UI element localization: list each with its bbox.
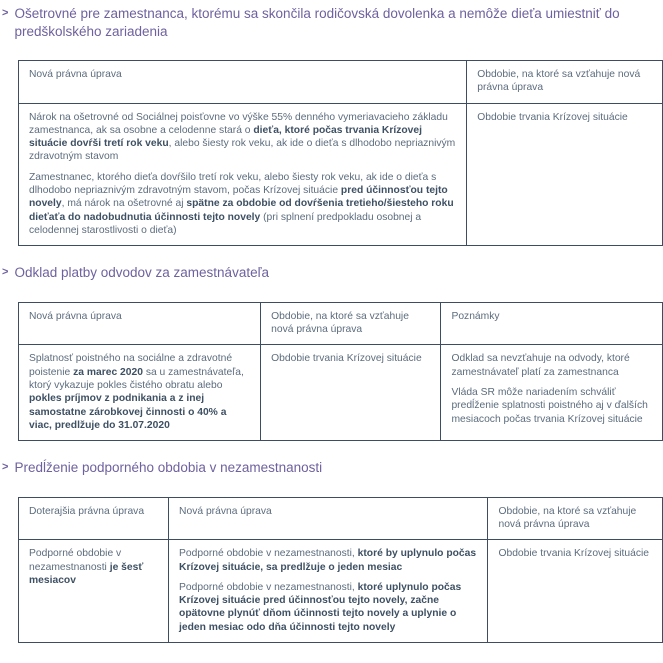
text-segment: Zamestnanec, ktorého dieťa dovŕšilo tretí rok veku, alebo šiesty rok veku, ak ide o dieťa s dlhodobo nepriaznivým zdravotným stavom, počas Krízovej situácie <box>29 171 437 197</box>
section-osetrovne <box>2 5 661 246</box>
table-body <box>19 345 663 441</box>
bold-text-segment: dieťa, ktoré počas trvania Krízovej situácie dovŕši tretí rok veku <box>29 124 422 150</box>
text-segment: (pri splnení predpokladu osobnej a celodennej starostlivosti o dieťa) <box>29 211 422 236</box>
column-header: Poznámky <box>441 302 663 345</box>
cell-paragraph <box>271 352 430 365</box>
table-body <box>19 540 663 643</box>
section-predlzenie-podporneho-obdobia <box>2 459 661 643</box>
section-title-text: Ošetrovné pre zamestnanca, ktorému sa skončila rodičovská dovolenka a nemôže dieťa umiestniť do predškolského zariadenia <box>14 6 620 39</box>
chevron-bullet-icon: > <box>2 461 9 474</box>
header-row <box>19 302 663 345</box>
cell-paragraph <box>29 547 158 587</box>
table-cell <box>169 540 488 643</box>
cell-paragraph <box>29 171 456 237</box>
legal-table-odklad-platby <box>18 302 663 441</box>
text-segment: Podporné obdobie v nezamestnanosti <box>29 548 122 573</box>
section-heading <box>2 264 661 282</box>
table-cell <box>19 103 467 246</box>
chevron-bullet-icon: > <box>2 266 9 279</box>
table-cell <box>488 540 663 643</box>
header-row <box>19 497 663 540</box>
column-header: Doterajšia právna úprava <box>19 497 169 540</box>
bold-text-segment: ktoré uplynulo počas Krízovej situácie pred účinnosťou tejto novely, začne opätovne plynúť dňom účinnosti tejto novely a uplynie o jeden mesiac odo dňa účinnosti tejto novely <box>179 581 462 633</box>
cell-paragraph <box>29 352 250 432</box>
header-row <box>19 61 663 104</box>
table-cell <box>261 345 441 441</box>
legal-table-osetrovne <box>18 60 663 246</box>
table-row <box>19 345 663 441</box>
text-segment: Splatnosť poistného na sociálne a zdravotné poistenie <box>29 353 233 378</box>
bold-text-segment: za marec 2020 <box>73 366 143 378</box>
cell-paragraph <box>451 352 652 379</box>
bold-text-segment: pred účinnosťou tejto novely <box>29 185 448 210</box>
legal-table-predlzenie-podporneho-obdobia <box>18 497 663 643</box>
text-segment: Nárok na ošetrovné od Sociálnej poisťovne vo výške 55% denného vymeriavacieho základu zamestnanca, ak sa osobne a celodenne stará o <box>29 111 448 136</box>
cell-paragraph <box>29 111 456 164</box>
table-cell <box>441 345 663 441</box>
text-segment: Podporné obdobie v nezamestnanosti, <box>179 548 358 560</box>
section-heading <box>2 459 661 477</box>
column-header: Obdobie, na ktoré sa vzťahuje nová právna úprava <box>261 302 441 345</box>
column-header: Nová právna úprava <box>19 302 261 345</box>
cell-paragraph <box>179 581 477 634</box>
column-header: Nová právna úprava <box>169 497 488 540</box>
table-head <box>19 61 663 104</box>
table-cell <box>467 103 663 246</box>
column-header: Nová právna úprava <box>19 61 467 104</box>
cell-paragraph <box>498 547 652 560</box>
column-header: Obdobie, na ktoré sa vzťahuje nová právna úprava <box>467 61 663 104</box>
table-body <box>19 103 663 246</box>
bold-text-segment: ktoré by uplynulo počas Krízovej situácie, sa predlžuje o jeden mesiac <box>179 548 477 573</box>
bold-text-segment: pokles príjmov z podnikania a z inej samostatne zárobkovej činnosti o 40% a viac, predlžuje do 31.07.2020 <box>29 393 227 431</box>
text-segment: sa u zamestnávateľa, ktorý vykazuje pokles čistého obratu alebo <box>29 366 244 391</box>
text-segment: Odklad sa nevzťahuje na odvody, ktoré zamestnávateľ platí za zamestnanca <box>451 353 630 378</box>
cell-paragraph <box>451 386 652 426</box>
text-segment: Obdobie trvania Krízovej situácie <box>477 111 628 123</box>
cell-paragraph <box>179 547 477 574</box>
bold-text-segment: spätne za obdobie od dovŕšenia tretieho/šiesteho roku dieťaťa do nadobudnutia účinnosti tejto novely <box>29 198 454 223</box>
text-segment: , má nárok na ošetrovné aj <box>61 198 187 210</box>
table-cell <box>19 345 261 441</box>
text-segment: Obdobie trvania Krízovej situácie <box>271 353 422 365</box>
bold-text-segment: je šesť mesiacov <box>29 561 144 586</box>
text-segment: Obdobie trvania Krízovej situácie <box>498 548 649 560</box>
section-heading <box>2 5 661 40</box>
text-segment: Podporné obdobie v nezamestnanosti, <box>179 581 358 593</box>
table-row <box>19 103 663 246</box>
column-header: Obdobie, na ktoré sa vzťahuje nová právna úprava <box>488 497 663 540</box>
table-head <box>19 302 663 345</box>
text-segment: , alebo šiesty rok veku, ak ide o dieťa s dlhodobo nepriaznivým zdravotným stavom <box>29 138 456 163</box>
section-title-text: Odklad platby odvodov za zamestnávateľa <box>14 265 270 281</box>
section-title-text: Predĺženie podporného obdobia v nezamestnanosti <box>14 460 323 476</box>
chevron-bullet-icon: > <box>2 7 9 19</box>
section-odklad-platby <box>2 264 661 441</box>
cell-paragraph <box>477 111 652 124</box>
text-segment: Vláda SR môže nariadením schváliť predĺženie splatnosti poistného aj v ďalších mesiacoch počas trvania Krízovej situácie <box>451 386 648 425</box>
table-cell <box>19 540 169 643</box>
table-head <box>19 497 663 540</box>
table-row <box>19 540 663 643</box>
